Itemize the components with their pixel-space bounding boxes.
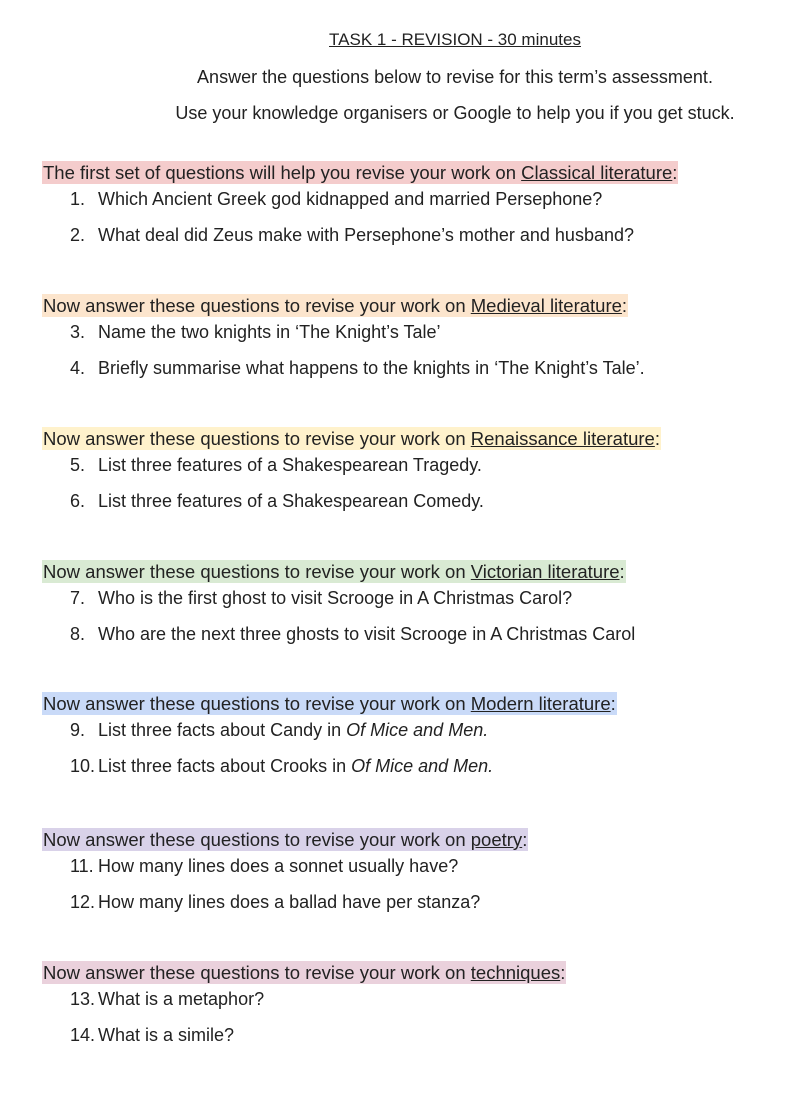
question-item xyxy=(70,188,602,210)
question-text: How many lines does a ballad have per stanza? xyxy=(98,892,481,912)
heading-prefix: Now answer these questions to revise your work on xyxy=(43,962,471,983)
question-number: 2. xyxy=(70,225,86,245)
question-item xyxy=(70,454,482,476)
instruction-line: Use your knowledge organisers or Google to help you if you get stuck. xyxy=(175,103,735,123)
question-item xyxy=(70,623,635,645)
question-item xyxy=(70,988,264,1010)
section-heading xyxy=(42,961,566,984)
heading-prefix: The first set of questions will help you revise your work on xyxy=(43,162,522,183)
question-item xyxy=(70,587,572,609)
question-number: 3. xyxy=(70,322,86,342)
question-number: 14. xyxy=(70,1025,96,1045)
question-section xyxy=(42,294,645,378)
question-item xyxy=(70,224,634,246)
section-heading xyxy=(42,294,628,317)
question-text: Briefly summarise what happens to the knights in ‘The Knight’s Tale’. xyxy=(98,358,645,378)
heading-suffix: : xyxy=(560,962,566,983)
question-item xyxy=(70,321,441,343)
question-item xyxy=(70,1024,234,1046)
heading-prefix: Now answer these questions to revise your work on xyxy=(43,428,471,449)
question-section xyxy=(42,961,566,1045)
question-number: 4. xyxy=(70,358,86,378)
question-section xyxy=(42,427,661,511)
heading-topic: Victorian literature xyxy=(470,561,620,582)
question-number: 11. xyxy=(70,856,94,876)
heading-suffix: : xyxy=(672,162,678,183)
heading-prefix: Now answer these questions to revise your work on xyxy=(43,295,471,316)
question-item xyxy=(70,719,488,741)
question-section xyxy=(42,161,678,245)
question-text: List three features of a Shakespearean Comedy. xyxy=(98,491,484,511)
heading-topic: poetry xyxy=(470,829,523,850)
question-text: List three facts about Crooks in xyxy=(98,756,352,776)
task-title: TASK 1 - REVISION - 30 minutes xyxy=(329,30,581,49)
section-heading xyxy=(42,161,678,184)
question-text: Which Ancient Greek god kidnapped and married Persephone? xyxy=(98,189,603,209)
section-heading xyxy=(42,692,617,715)
question-number: 12. xyxy=(70,892,96,912)
instruction-line: Answer the questions below to revise for this term’s assessment. xyxy=(197,67,713,87)
question-section xyxy=(42,828,528,912)
book-title: Of Mice and Men. xyxy=(346,720,489,740)
question-item xyxy=(70,855,458,877)
question-text: What is a metaphor? xyxy=(98,989,265,1009)
heading-suffix: : xyxy=(610,693,616,714)
heading-prefix: Now answer these questions to revise your work on xyxy=(43,693,471,714)
question-number: 7. xyxy=(70,588,86,608)
heading-topic: Medieval literature xyxy=(470,295,622,316)
question-text: How many lines does a sonnet usually have? xyxy=(98,856,459,876)
book-title: Of Mice and Men. xyxy=(351,756,494,776)
question-number: 1. xyxy=(70,189,86,209)
question-text: Name the two knights in ‘The Knight’s Tale’ xyxy=(98,322,441,342)
section-heading xyxy=(42,560,626,583)
heading-suffix: : xyxy=(522,829,528,850)
question-text: List three features of a Shakespearean Tragedy. xyxy=(98,455,482,475)
question-number: 9. xyxy=(70,720,86,740)
section-heading xyxy=(42,828,528,851)
question-number: 10. xyxy=(70,756,96,776)
question-item xyxy=(70,755,493,777)
question-number: 8. xyxy=(70,624,86,644)
section-heading xyxy=(42,427,661,450)
question-text: What deal did Zeus make with Persephone’s mother and husband? xyxy=(98,225,634,245)
question-text: What is a simile? xyxy=(98,1025,235,1045)
question-item xyxy=(70,357,645,379)
heading-topic: Classical literature xyxy=(521,162,673,183)
question-number: 6. xyxy=(70,491,86,511)
question-section xyxy=(42,692,617,776)
heading-suffix: : xyxy=(619,561,625,582)
question-number: 13. xyxy=(70,989,96,1009)
heading-suffix: : xyxy=(621,295,628,316)
question-number: 5. xyxy=(70,455,86,475)
heading-topic: Modern literature xyxy=(470,693,611,714)
question-section xyxy=(42,560,636,644)
question-text: List three facts about Candy in xyxy=(98,720,347,740)
heading-topic: techniques xyxy=(470,962,561,983)
question-item xyxy=(70,891,480,913)
question-text: Who is the first ghost to visit Scrooge in A Christmas Carol? xyxy=(98,588,573,608)
heading-suffix: : xyxy=(654,428,660,449)
question-item xyxy=(70,490,484,512)
heading-topic: Renaissance literature xyxy=(470,428,655,449)
heading-prefix: Now answer these questions to revise your work on xyxy=(43,561,471,582)
heading-prefix: Now answer these questions to revise your work on xyxy=(43,829,471,850)
question-text: Who are the next three ghosts to visit Scrooge in A Christmas Carol xyxy=(98,624,636,644)
